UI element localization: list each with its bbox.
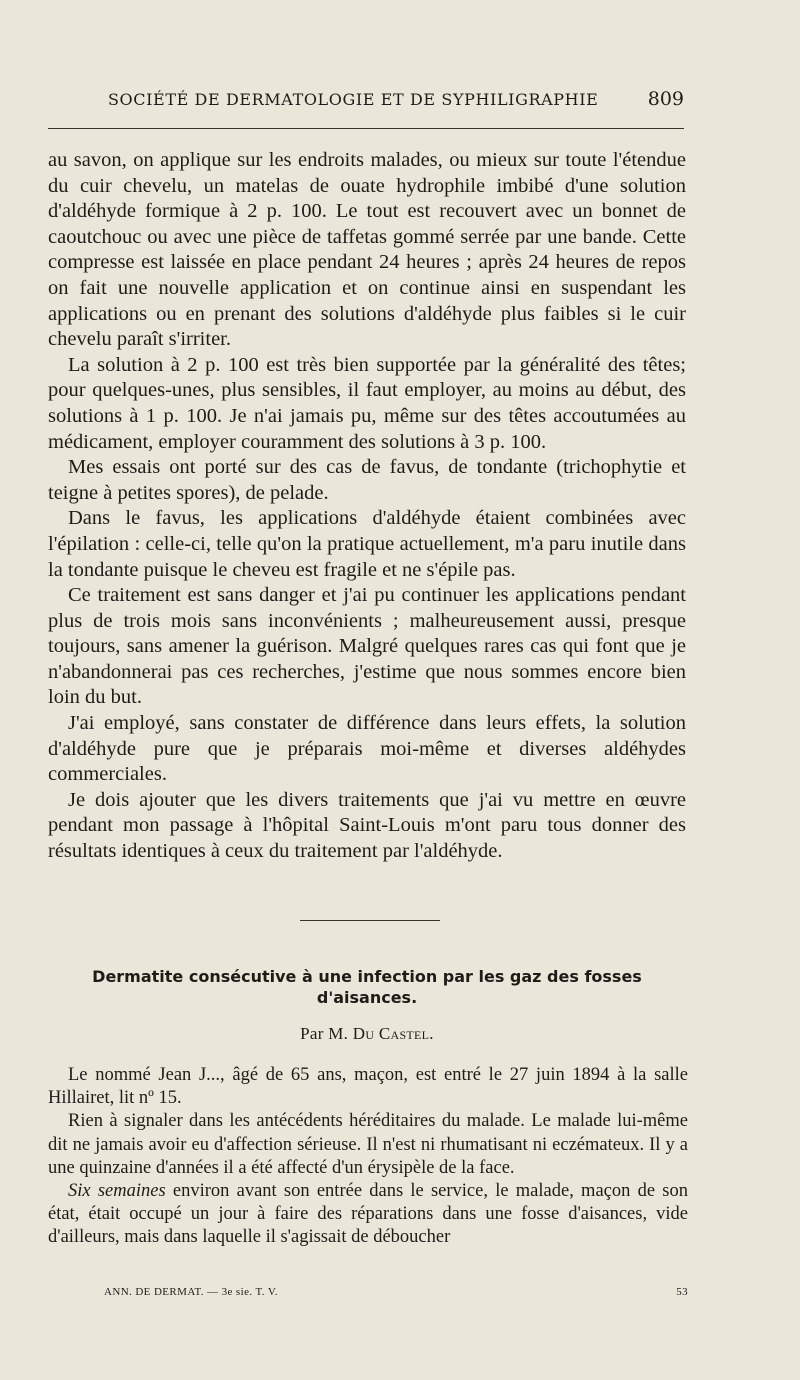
body-text [48,148,686,865]
paragraph: Ce traitement est sans danger et j'ai pu continuer les applications pendant plus de trois mois sans inconvénients ; malheureusement aussi, presque toujours, sans amener la guérison. Malgré quelques rares cas qui font que je n'abandonnerai pas ces recherches, j'estime que nous sommes encore bien loin du but. [48,584,686,709]
paragraph: J'ai employé, sans constater de différence dans leurs effets, la solution d'aldéhyde pure que je préparais moi-même et diverses aldéhydes commerciales. [48,712,686,786]
signature-mark: 53 [676,1286,688,1298]
paragraph: La solution à 2 p. 100 est très bien supportée par la généralité des têtes; pour quelques-unes, plus sensibles, il faut employer, au moins au début, des solutions à 1 p. 100. Je n'ai jamais pu, même sur des têtes accoutumées au médicament, employer couramment des solutions à 3 p. 100. [48,353,686,453]
byline-prefix: Par M. [300,1024,349,1043]
section-title [48,966,686,1008]
running-head [108,88,684,110]
section-body [48,1064,688,1250]
footer-citation: ANN. DE DERMAT. — 3e sie. T. V. [104,1286,278,1298]
paragraph: Mes essais ont porté sur des cas de favus, de tondante (trichophytie et teigne à petites spores), de pelade. [48,456,686,504]
paragraph [48,1180,688,1250]
section-title-line: d'aisances. [316,988,418,1007]
journal-title: SOCIÉTÉ DE DERMATOLOGIE ET DE SYPHILIGRAPHIE [108,90,599,109]
page-footer [104,1286,688,1298]
paragraph: Rien à signaler dans les antécédents héréditaires du malade. Le malade lui-même dit ne jamais avoir eu d'affection sérieuse. Il n'est ni rhumatisant ni eczémateux. Il y a une quinzaine d'années il a été affecté d'un érysipèle de la face. [48,1111,688,1178]
paragraph-text: environ avant son entrée dans le service, le malade, maçon de son état, était occupé un jour à faire des réparations dans une fosse d'aisances, vide d'ailleurs, mais dans laquelle il s'agissait de déboucher [48,1181,688,1248]
page-number: 809 [647,88,684,110]
byline [48,1024,686,1044]
paragraph: Je dois ajouter que les divers traitements que j'ai vu mettre en œuvre pendant mon passage à l'hôpital Saint-Louis m'ont paru tous donner des résultats identiques à ceux du traitement par l'aldéhyde. [48,788,686,863]
byline-author: Du Castel. [352,1024,434,1043]
paragraph: Le nommé Jean J..., âgé de 65 ans, maçon, est entré le 27 juin 1894 à la salle Hillairet, lit nº 15. [48,1065,688,1109]
header-rule [48,128,684,129]
paragraph: Dans le favus, les applications d'aldéhyde étaient combinées avec l'épilation : celle-ci, telle qu'on la pratique actuellement, m'a paru inutile dans la tondante puisque le cheveu est fragile et ne s'épile pas. [48,507,686,581]
section-divider [300,920,440,921]
paragraph: au savon, on applique sur les endroits malades, ou mieux sur toute l'étendue du cuir chevelu, un matelas de ouate hydrophile imbibé d'une solution d'aldéhyde formique à 2 p. 100. Le tout est recouvert avec un bonnet de caoutchouc ou avec une pièce de taffetas gommé serrée par une bande. Cette compresse est laissée en place pendant 24 heures ; après 24 heures de repos on fait une nouvelle application et on continue ainsi en suspendant les applications ou en prenant des solutions d'aldéhyde plus faibles si le cuir chevelu paraît s'irriter. [48,149,686,351]
section-title-line: Dermatite consécutive à une infection par les gaz des fosses [92,967,642,986]
emphasis: Six semaines [68,1181,166,1202]
